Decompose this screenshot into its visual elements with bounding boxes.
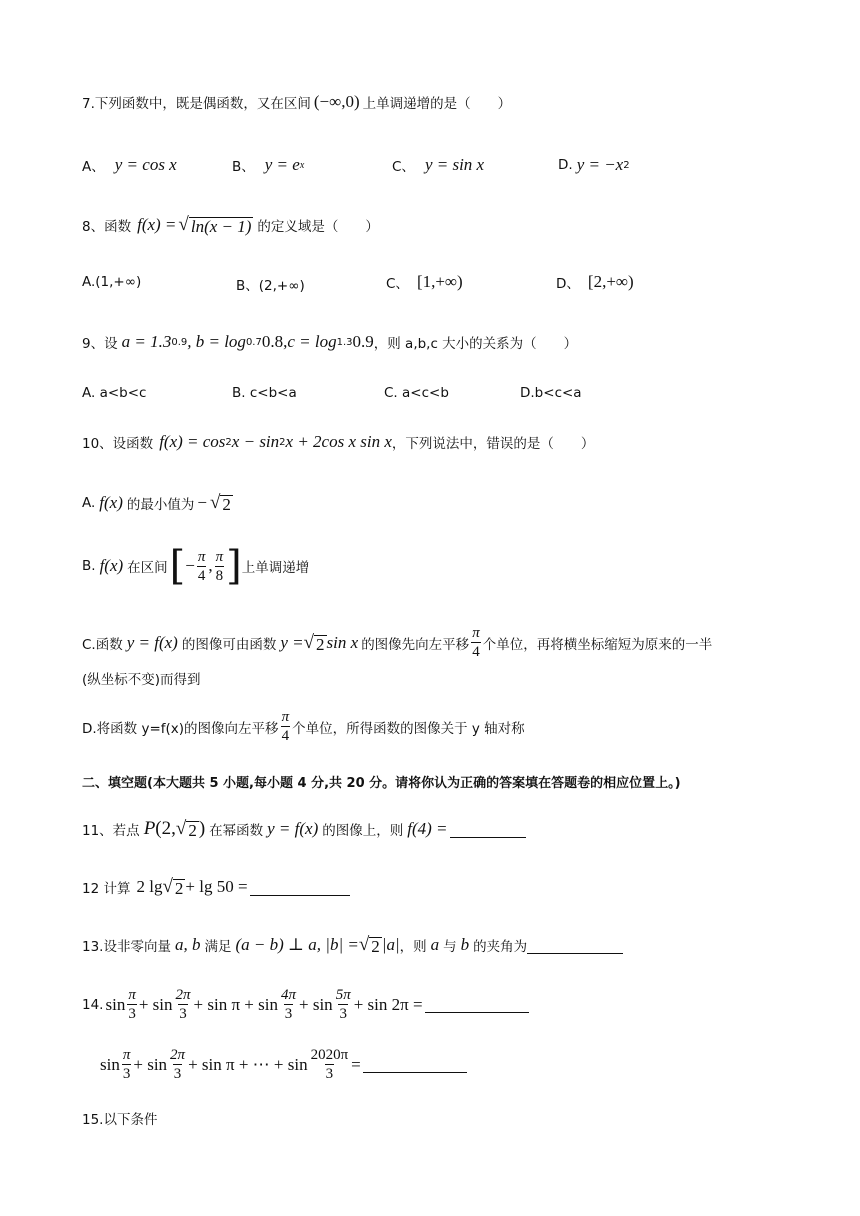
q7-stem-start: 7.下列函数中，既是偶函数，又在区间 bbox=[82, 96, 311, 112]
q7-option-d: D. y = −x 2 bbox=[558, 155, 630, 174]
q7-stem-end: 上单调递增的是（ ） bbox=[362, 96, 512, 112]
question-14-line-2: sin $\frac{\pi}{3}$ + sin $\frac{2\pi}{3}$ + sin π + ⋯ + sin $\frac{2020\pi}{3}$ = bbox=[100, 1046, 467, 1083]
q10-option-b: B. f(x) 在区间 [ − $\frac{\pi}{4}$ , $\frac{\pi}{8}$ ] 上单调递增 bbox=[82, 543, 310, 589]
q13-answer-blank[interactable] bbox=[527, 937, 623, 954]
q14-answer-blank-2[interactable] bbox=[363, 1056, 467, 1073]
q9-option-b: B. c<b<a bbox=[232, 385, 297, 401]
q8-option-d: D、 [2,+∞) bbox=[556, 272, 634, 292]
q9-option-c: C. a<c<b bbox=[384, 385, 449, 401]
question-10: 10、设函数 f(x) = cos 2 x − sin 2 x + 2cos x sin x ，下列说法中，错误的是（ ） bbox=[82, 432, 595, 452]
q8-sqrt: √ ln(x − 1) bbox=[178, 214, 252, 236]
q7-option-b: B、 y = e x bbox=[232, 155, 305, 175]
question-13: 13.设非零向量 a, b 满足 (a − b) ⊥ a, |b| = √ 2 |a| ，则 a 与 b 的夹角为 bbox=[82, 934, 623, 956]
question-7 bbox=[82, 92, 511, 112]
q9-option-d: D.b<c<a bbox=[520, 385, 582, 401]
question-15: 15.以下条件 bbox=[82, 1112, 158, 1128]
question-9: 9、设 a = 1.3 0.9 , b = log 0.7 0.8, c = log 1.3 0.9 ，则 a,b,c 大小的关系为（ ） bbox=[82, 332, 578, 352]
q10-option-d: D.将函数 y=f(x)的图像向左平移 $\frac{\pi}{4}$ 个单位，所得函数的图像关于 y 轴对称 bbox=[82, 709, 525, 744]
q14-answer-blank-1[interactable] bbox=[425, 996, 529, 1013]
q10-option-a: A. f(x) 的最小值为 − √ 2 bbox=[82, 492, 231, 514]
section-2-heading: 二、填空题(本大题共 5 小题,每小题 4 分,共 20 分。请将你认为正确的答案填在答题卷的相应位置上。) bbox=[82, 776, 681, 791]
q7-interval: (−∞,0) bbox=[313, 92, 360, 111]
q10-option-c-line2: (纵坐标不变)而得到 bbox=[82, 672, 201, 688]
question-8: 8、函数 f(x) = √ ln(x − 1) 的定义域是（ ） bbox=[82, 214, 379, 236]
q8-option-c: C、 [1,+∞) bbox=[386, 272, 463, 292]
q9-option-a: A. a<b<c bbox=[82, 385, 147, 401]
q10-option-c: C.函数 y = f(x) 的图像可由函数 y = √ 2 sin x 的图像先向左平移 $\frac{\pi}{4}$ 个单位，再将横坐标缩短为原来的一半 bbox=[82, 625, 713, 660]
q7-option-c: C、 y = sin x bbox=[392, 155, 485, 175]
question-11: 11、若点 P (2, √ 2 ) 在幂函数 y = f(x) 的图像上，则 f(4) = bbox=[82, 818, 526, 840]
q11-answer-blank[interactable] bbox=[450, 821, 526, 838]
q8-option-b: B、(2,+∞) bbox=[236, 278, 305, 294]
q8-option-a: A.(1,+∞) bbox=[82, 274, 142, 290]
question-14-line-1: 14. sin $\frac{\pi}{3}$ + sin $\frac{2\pi}{3}$ + sin π + sin $\frac{4\pi}{3}$ + sin $\frac{5\pi}{3}$ + sin 2π = bbox=[82, 986, 529, 1023]
q7-option-a: A、 y = cos x bbox=[82, 155, 177, 175]
q12-answer-blank[interactable] bbox=[250, 879, 350, 896]
question-12: 12 计算 2 lg √ 2 + lg 50 = bbox=[82, 876, 350, 898]
